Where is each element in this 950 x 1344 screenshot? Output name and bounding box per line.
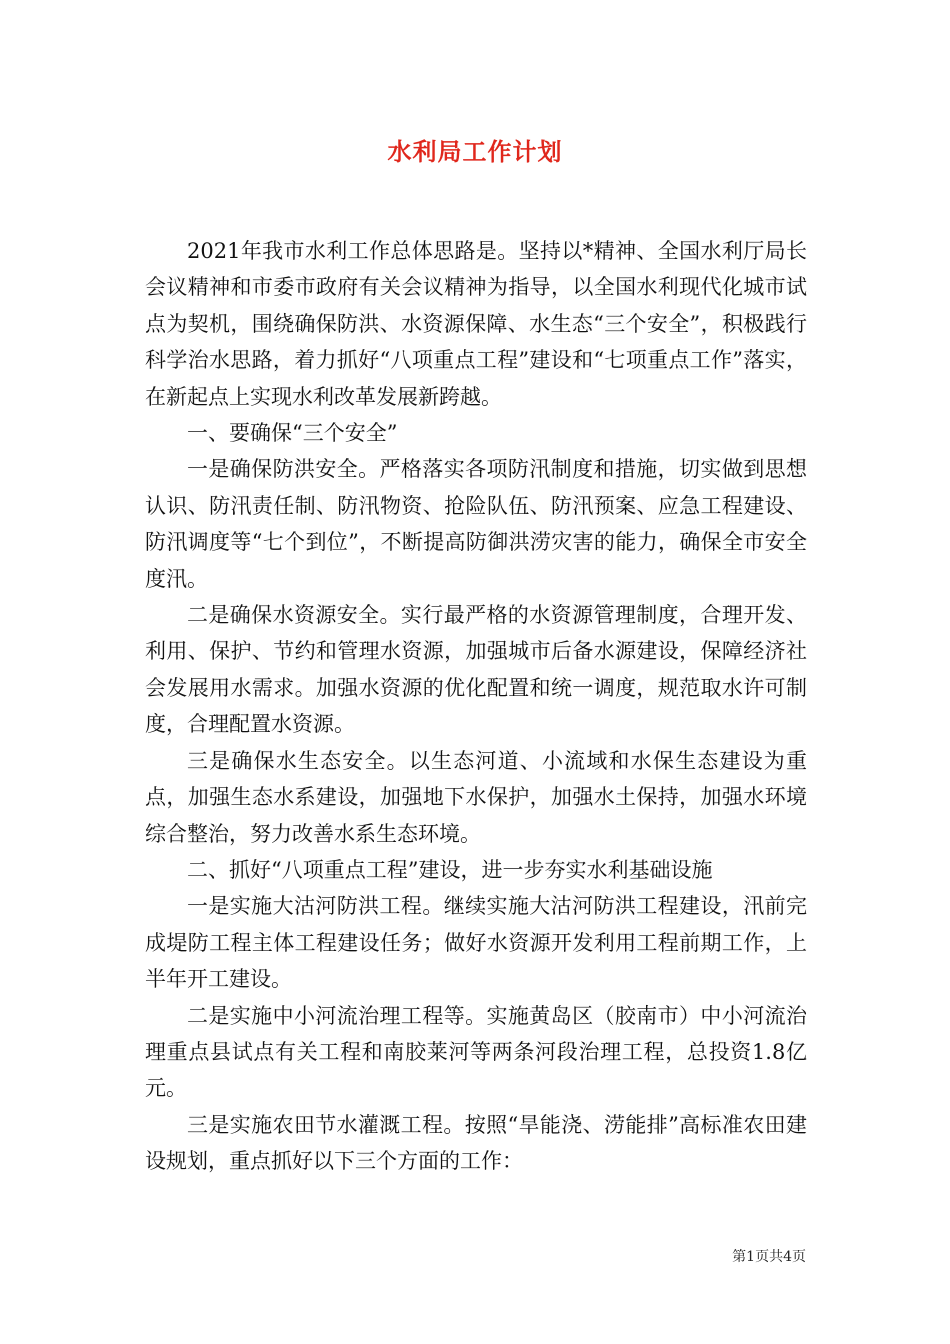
document-body	[145, 233, 807, 1180]
paragraph-intro: 2021年我市水利工作总体思路是。坚持以*精神、全国水利厅局长会议精神和市委市政府有关会议精神为指导，以全国水利现代化城市试点为契机，围绕确保防洪、水资源保障、水生态“三个安全”，积极践行科学治水思路，着力抓好“八项重点工程”建设和“七项重点工作”落实，在新起点上实现水利改革发展新跨越。	[145, 239, 807, 409]
section-heading-2: 二、抓好“八项重点工程”建设，进一步夯实水利基础设施	[187, 857, 713, 882]
document-title: 水利局工作计划	[387, 137, 563, 166]
paragraph-ecology-safety: 三是确保水生态安全。以生态河道、小流域和水保生态建设为重点，加强生态水系建设，加强地下水保护，加强水土保持，加强水环境综合整治，努力改善水系生态环境。	[145, 748, 807, 846]
paragraph-small-rivers: 二是实施中小河流治理工程等。实施黄岛区（胶南市）中小河流治理重点县试点有关工程和南胶莱河等两条河段治理工程，总投资1.8亿元。	[145, 1003, 807, 1101]
paragraph-flood-safety: 一是确保防洪安全。严格落实各项防汛制度和措施，切实做到思想认识、防汛责任制、防汛物资、抢险队伍、防汛预案、应急工程建设、防汛调度等“七个到位”，不断提高防御洪涝灾害的能力，确保全市安全度汛。	[145, 457, 807, 591]
page-number: 第1页共4页	[732, 1249, 806, 1265]
paragraph-irrigation: 三是实施农田节水灌溉工程。按照“旱能浇、涝能排”高标准农田建设规划，重点抓好以下三个方面的工作：	[145, 1112, 807, 1174]
paragraph-water-resource-safety: 二是确保水资源安全。实行最严格的水资源管理制度，合理开发、利用、保护、节约和管理水资源，加强城市后备水源建设，保障经济社会发展用水需求。加强水资源的优化配置和统一调度，规范取水许可制度，合理配置水资源。	[145, 603, 807, 737]
section-heading-1: 一、要确保“三个安全”	[187, 421, 398, 446]
paragraph-dagu-river: 一是实施大沽河防洪工程。继续实施大沽河防洪工程建设，汛前完成堤防工程主体工程建设任务；做好水资源开发利用工程前期工作，上半年开工建设。	[145, 894, 807, 992]
